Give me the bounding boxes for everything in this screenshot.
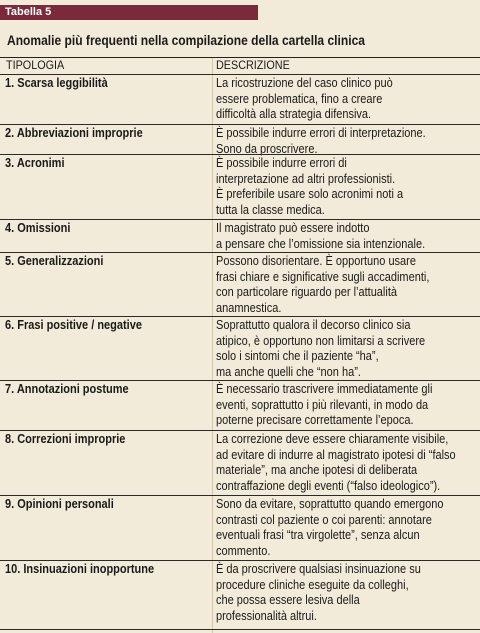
row-label: 10. Insinuazioni inopportune bbox=[5, 562, 155, 576]
row-description: La ricostruzione del caso clinico può essere problematica, fino a creare difficoltà alla strategia difensiva. bbox=[216, 76, 393, 121]
table-row bbox=[0, 252, 480, 316]
bottom-rule bbox=[0, 629, 480, 630]
column-header-tipologia: TIPOLOGIA bbox=[6, 58, 65, 72]
row-label: 1. Scarsa leggibilità bbox=[5, 76, 108, 90]
row-label: 4. Omissioni bbox=[5, 221, 71, 235]
row-description: La correzione deve essere chiaramente visibile, ad evitare di indurre al magistrato ipotesi di “falso materiale”, ma anche ipotesi di deliberata contraffazione degli eventi (“falso ideologico”). bbox=[216, 432, 456, 493]
table-number-tag: Tabella 5 bbox=[0, 5, 258, 20]
row-description: Il magistrato può essere indotto a pensare che l’omissione sia intenzionale. bbox=[216, 221, 426, 251]
table-row bbox=[0, 124, 480, 154]
row-description: Soprattutto qualora il decorso clinico sia atipico, è opportuno non limitarsi a scrivere solo i sintomi che il paziente “ha”, ma anche quelli che “non ha”. bbox=[216, 318, 426, 379]
row-label: 2. Abbreviazioni improprie bbox=[5, 126, 143, 140]
table-row bbox=[0, 495, 480, 560]
row-description: È da proscrivere qualsiasi insinuazione su procedure cliniche eseguite da colleghi, che possa essere lesiva della professionalità altrui. bbox=[216, 562, 421, 623]
row-description: È possibile indurre errori di interpretazione ad altri professionisti. È preferibile usare solo acronimi noti a tutta la classe medica. bbox=[216, 156, 404, 217]
table-row bbox=[0, 316, 480, 380]
table-row bbox=[0, 380, 480, 430]
row-label: 7. Annotazioni postume bbox=[5, 382, 129, 396]
row-label: 8. Correzioni improprie bbox=[5, 432, 126, 446]
table-row bbox=[0, 154, 480, 219]
column-header-descrizione: DESCRIZIONE bbox=[216, 58, 290, 72]
row-description: Sono da evitare, soprattutto quando emergono contrasti col paziente o coi parenti: annotare eventuali frasi “tra virgolette”, senza alcun commento. bbox=[216, 497, 444, 558]
table-row bbox=[0, 560, 480, 629]
row-label: 6. Frasi positive / negative bbox=[5, 318, 142, 332]
row-description: È possibile indurre errori di interpretazione. Sono da proscrivere. bbox=[216, 126, 426, 156]
table-title: Anomalie più frequenti nella compilazione della cartella clinica bbox=[7, 32, 365, 48]
row-label: 5. Generalizzazioni bbox=[5, 254, 104, 268]
row-label: 9. Opinioni personali bbox=[5, 497, 114, 511]
row-description: È necessario trascrivere immediatamente gli eventi, soprattutto i più rilevanti, in modo da poterne precisare correttamente l’epoca. bbox=[216, 382, 433, 427]
row-description: Possono disorientare. È opportuno usare frasi chiare e significative sugli accadimenti, con particolare riguardo per l’attualità anamnestica. bbox=[216, 254, 430, 315]
table-row bbox=[0, 430, 480, 495]
row-label: 3. Acronimi bbox=[5, 156, 65, 170]
table-row bbox=[0, 74, 480, 124]
table-row bbox=[0, 219, 480, 252]
